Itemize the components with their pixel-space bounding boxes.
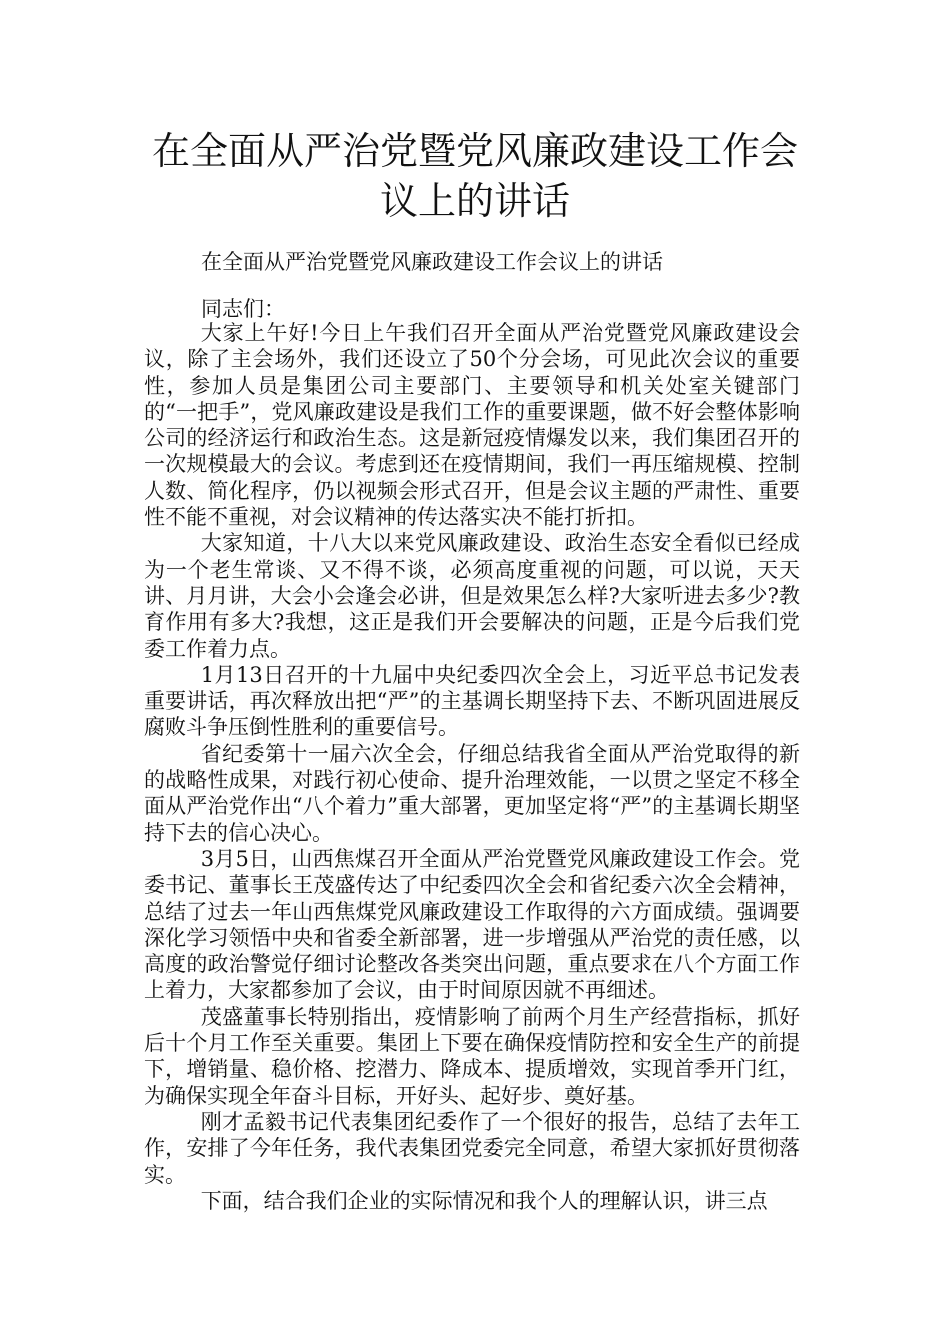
paragraph: 刚才孟毅书记代表集团纪委作了一个很好的报告，总结了去年工作，安排了今年任务，我代表集团党委完全同意，希望大家抓好贯彻落实。 bbox=[144, 1109, 800, 1187]
paragraph: 下面，结合我们企业的实际情况和我个人的理解认识，讲三点 bbox=[200, 1188, 768, 1213]
paragraph: 茂盛董事长特别指出，疫情影响了前两个月生产经营指标，抓好后十个月工作至关重要。集团上下要在确保疫情防控和安全生产的前提下，增销量、稳价格、挖潜力、降成本、提质增效，实现首季开门红，为确保实现全年奋斗目标，开好头、起好步、奠好基。 bbox=[144, 1004, 800, 1108]
paragraph: 3月5日，山西焦煤召开全面从严治党暨党风廉政建设工作会。党委书记、董事长王茂盛传达了中纪委四次全会和省纪委六次全会精神，总结了过去一年山西焦煤党风廉政建设工作取得的六方面成绩。强调要深化学习领悟中央和省委全新部署，进一步增强从严治党的责任感，以高度的政治警觉仔细讨论整改各类突出问题，重点要求在八个方面工作上着力，大家都参加了会议，由于时间原因就不再细述。 bbox=[144, 846, 800, 1003]
paragraph: 大家知道，十八大以来党风廉政建设、政治生态安全看似已经成为一个老生常谈、又不得不谈，必须高度重视的问题，可以说，天天讲、月月讲，大会小会逢会必讲，但是效果怎么样?大家听进去多少?教育作用有多大?我想，这正是我们开会要解决的问题，正是今后我们党委工作着力点。 bbox=[144, 531, 800, 661]
document-subtitle: 在全面从严治党暨党风廉政建设工作会议上的讲话 bbox=[201, 250, 663, 274]
document-title: 在全面从严治党暨党风廉政建设工作会议上的讲话 bbox=[151, 129, 798, 223]
salutation: 同志们： bbox=[201, 297, 285, 321]
paragraph: 大家上午好!今日上午我们召开全面从严治党暨党风廉政建设会议，除了主会场外，我们还设立了50个分会场，可见此次会议的重要性，参加人员是集团公司主要部门、主要领导和机关处室关键部门的“一把手”，党风廉政建设是我们工作的重要课题，做不好会整体影响公司的经济运行和政治生态。这是新冠疫情爆发以来，我们集团召开的一次规模最大的会议。考虑到还在疫情期间，我们一再压缩规模、控制人数、简化程序，仍以视频会形式召开，但是会议主题的严肃性、重要性不能不重视，对会议精神的传达落实决不能打折扣。 bbox=[144, 321, 800, 530]
document-body bbox=[144, 320, 800, 1214]
paragraph: 1月13日召开的十九届中央纪委四次全会上，习近平总书记发表重要讲话，再次释放出把“严”的主基调长期坚持下去、不断巩固进展反腐败斗争压倒性胜利的重要信号。 bbox=[144, 662, 800, 740]
paragraph: 省纪委第十一届六次全会，仔细总结我省全面从严治党取得的新的战略性成果，对践行初心使命、提升治理效能，一以贯之坚定不移全面从严治党作出“八个着力”重大部署，更加坚定将“严”的主基调长期坚持下去的信心决心。 bbox=[144, 741, 800, 845]
